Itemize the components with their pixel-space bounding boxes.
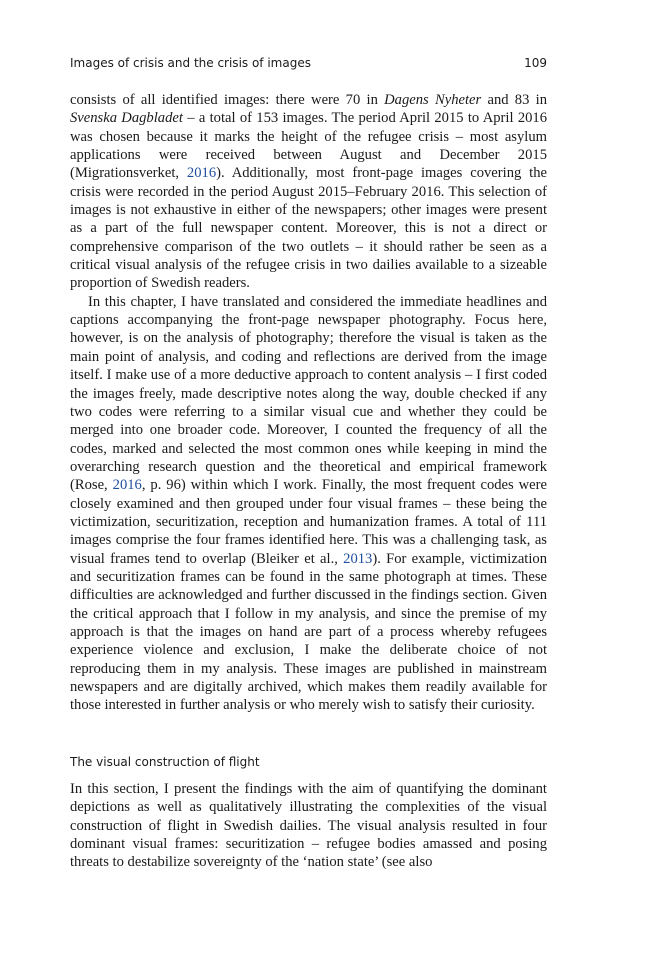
- newspaper-name-svenska-dagbladet: Svenska Dagbladet: [70, 110, 183, 127]
- running-title: Images of crisis and the crisis of images: [70, 56, 311, 70]
- paragraph-2-text-a: In this chapter, I have translated and considered the immediate headlines and captions accompanying the front-page newspaper photography. Focus here, however, is on the analysis of photography; therefore the visual is taken as the main point of analysis, and coding and reflections are derived from the image itself. I make use of a more deductive approach to content analysis – I first coded the images freely, made descriptive notes along the way, double checked if any two codes were referring to a similar visual cue and whether they could be merged into one broader code. Moreover, I counted the frequency of all the codes, marked and selected the most common ones while keeping in mind the overarching research question and the theoretical and empirical framework (Rose,: [70, 293, 547, 494]
- citation-link-migrationsverket[interactable]: 2016: [186, 165, 217, 182]
- paragraph-1-text-c: – a total of 153 images. The period April 2015 to April 2016 was chosen because it marks the height of the refugee crisis – most asylum applications were received between August and December 2015 (Migrationsverket,: [70, 110, 548, 182]
- section-body: [70, 780, 547, 872]
- paragraph-1-text-d: ). Additionally, most front-page images covering the crisis were recorded in the period August 2015–February 2016. This selection of images is not exhaustive in either of the newspapers; other images were present as a part of the full newspaper content. Moreover, this is not a direct or comprehensive comparison of the two outlets – it should rather be seen as a critical visual analysis of the refugee crisis in two dailies available to a sizeable proportion of Swedish readers.: [70, 165, 548, 292]
- running-header: [70, 56, 547, 70]
- section-heading: The visual construction of flight: [70, 755, 260, 769]
- paragraph-1: [70, 91, 547, 293]
- paragraph-3: In this section, I present the findings with the aim of quantifying the dominant depictions as well as qualitatively illustrating the complexities of the visual construction of flight in Swedish dailies. The visual analysis resulted in four dominant visual frames: securitization – refugee bodies amassed and posing threats to destabilize sovereignty of the ‘nation state’ (see also: [70, 781, 547, 871]
- citation-link-bleiker[interactable]: 2013: [343, 550, 373, 567]
- newspaper-name-dagens-nyheter: Dagens Nyheter: [384, 92, 482, 108]
- paragraph-1-text-b: and 83 in: [481, 92, 548, 108]
- paragraph-1-text-a: consists of all identified images: there were 70 in: [70, 92, 385, 108]
- paragraph-2: [70, 293, 547, 715]
- citation-link-rose[interactable]: 2016: [112, 477, 142, 494]
- page-number: 109: [524, 56, 547, 70]
- paragraph-2-text-b: , p. 96) within which I work. Finally, the most frequent codes were closely examined and then grouped under four visual frames – these being the victimization, securitization, reception and humanization frames. A total of 111 images comprise the four frames identified here. This was a challenging task, as visual frames tend to overlap (Bleiker et al.,: [70, 477, 547, 567]
- body-text: [70, 91, 547, 715]
- paragraph-2-text-c: ). For example, victimization and securitization frames can be found in the same photograph at times. These difficulties are acknowledged and further discussed in the findings section. Given the critical approach that I follow in my analysis, and since the premise of my approach is that the images on hand are part of a process whereby refugees experience violence and exclusion, I make the deliberate choice of not reproducing them in my analysis. These images are published in mainstream newspapers and are digitally archived, which makes them readily available for those interested in further analysis or who merely wish to satisfy their curiosity.: [70, 550, 547, 714]
